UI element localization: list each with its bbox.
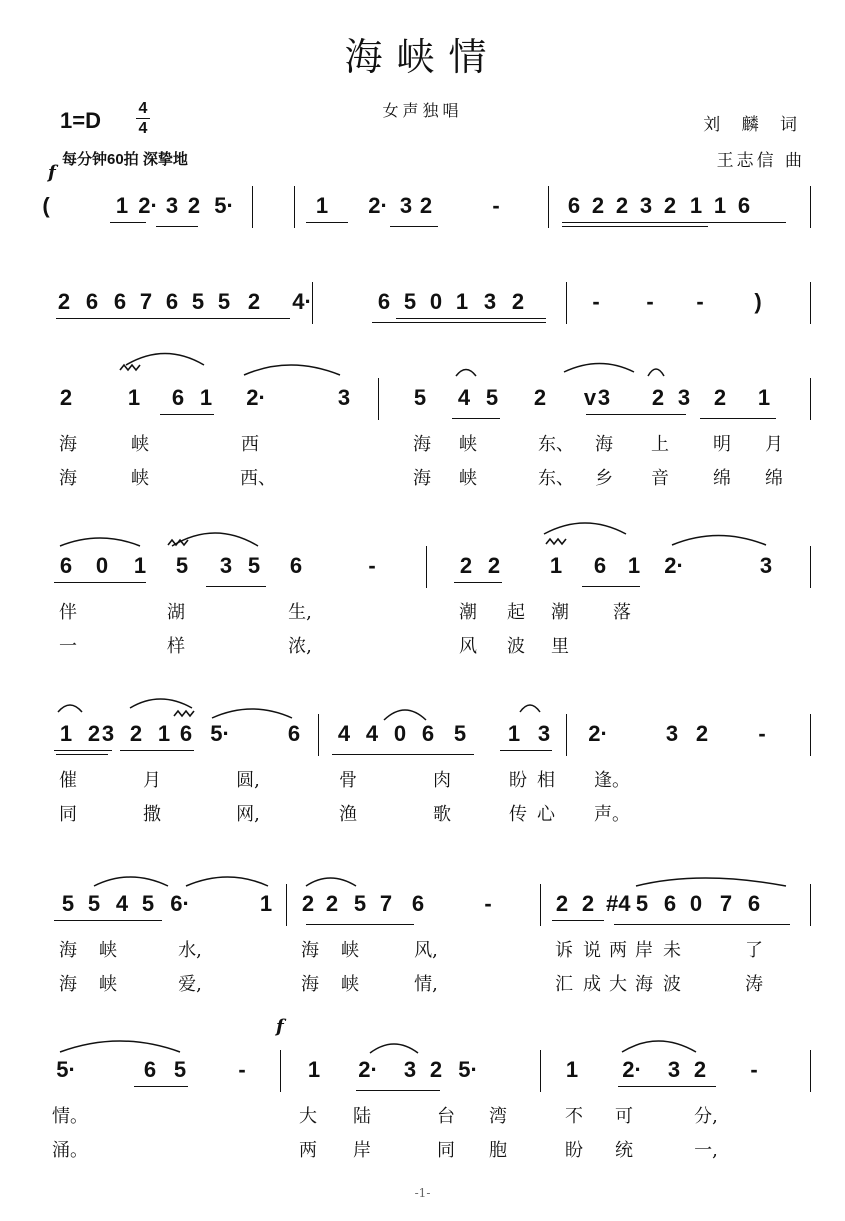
beam-underline [396, 318, 546, 319]
mordent-icon [546, 539, 566, 544]
note: 2 [57, 289, 71, 314]
note: 5 [87, 891, 101, 916]
lyric-verse-1: 潮 [551, 602, 569, 623]
sustain-dash: - [592, 289, 600, 314]
note: 5 [217, 289, 231, 314]
note: 0 [393, 721, 407, 746]
bar-line [810, 884, 811, 926]
note: 5 [191, 289, 205, 314]
note: 6 [411, 891, 425, 916]
note: 3 [399, 193, 413, 218]
note: 5 [403, 289, 417, 314]
note: 7 [139, 289, 153, 314]
beam-underline [356, 1090, 440, 1091]
note: 6 [421, 721, 435, 746]
slur [544, 523, 626, 534]
lyric-verse-1: 峡 [459, 434, 477, 455]
note: 1 [689, 193, 703, 218]
note: 1 [315, 193, 329, 218]
lyric-verse-2: 绵 [713, 468, 731, 489]
beam-underline [390, 226, 438, 227]
beam-underline [306, 924, 414, 925]
note: 2 [511, 289, 525, 314]
note: 4 [457, 385, 471, 410]
note: 5 [175, 553, 189, 578]
note: 3 [677, 385, 691, 410]
lyric-verse-2: 一 [59, 636, 77, 657]
note: 6 [85, 289, 99, 314]
note: 3 [537, 721, 551, 746]
lyric-verse-1: 潮 [459, 602, 477, 623]
lyric-verse-1: 大 [299, 1106, 317, 1127]
sustain-dash: - [368, 553, 376, 578]
note: 2 [429, 1057, 443, 1082]
lyric-verse-2: 海 [59, 468, 77, 489]
note: 6 [289, 553, 303, 578]
lyric-verse-1: 盼 [509, 770, 527, 791]
note: 2· [246, 385, 266, 410]
lyric-verse-1: 海 [595, 434, 613, 455]
bar-line [280, 1050, 281, 1092]
lyric-verse-1: 峡 [99, 940, 117, 961]
note: 5· [458, 1057, 478, 1082]
note: 6 [377, 289, 391, 314]
lyric-verse-2: 情, [414, 974, 438, 995]
lyric-verse-1: 月 [765, 434, 783, 455]
slur [564, 364, 634, 373]
bar-line [252, 186, 253, 228]
note: 2· [588, 721, 608, 746]
note: 6 [737, 193, 751, 218]
slur [622, 1041, 696, 1052]
note: 3 [597, 385, 611, 410]
note: 4 [115, 891, 129, 916]
beam-underline [120, 750, 194, 751]
lyric-verse-2: 海 [413, 468, 431, 489]
lyric-verse-2: 大 [609, 974, 627, 995]
note: 7 [379, 891, 393, 916]
bar-line [540, 884, 541, 926]
bar-line [294, 186, 295, 228]
beam-underline [56, 318, 290, 319]
note: #4 [606, 891, 631, 916]
note: 2 [325, 891, 339, 916]
note: 1 [115, 193, 129, 218]
note: 6 [113, 289, 127, 314]
lyric-verse-1: 湾 [489, 1106, 507, 1127]
note: 2· [664, 553, 684, 578]
note: 6 [747, 891, 761, 916]
beam-underline [56, 754, 108, 755]
note: 2· [622, 1057, 642, 1082]
note: 6 [567, 193, 581, 218]
lyric-verse-1: 东、 [538, 434, 574, 455]
beam-underline [552, 920, 604, 921]
note: 2 [581, 891, 595, 916]
lyric-verse-1: 海 [413, 434, 431, 455]
beam-underline [700, 418, 776, 419]
mordent-icon [168, 540, 188, 545]
performance-type: 女声独唱 [382, 101, 463, 120]
bar-line [426, 546, 427, 588]
time-bottom: 4 [138, 120, 148, 137]
note: 1 [133, 553, 147, 578]
lyric-verse-2: 撒 [143, 804, 161, 825]
note: 4 [337, 721, 351, 746]
note: 6 [663, 891, 677, 916]
lyric-verse-1: 逢。 [594, 770, 630, 791]
lyric-verse-1: 伴 [59, 602, 77, 623]
lyric-verse-2: 声。 [594, 804, 630, 825]
beam-underline [372, 322, 546, 323]
note: 5· [214, 193, 234, 218]
bar-line [566, 714, 567, 756]
slur [60, 1041, 180, 1052]
bar-line [810, 546, 811, 588]
beam-underline [454, 582, 502, 583]
slur [520, 705, 540, 712]
lyric-verse-1: 两 [609, 940, 627, 961]
sustain-dash: - [646, 289, 654, 314]
beam-underline [562, 226, 708, 227]
slur [244, 365, 340, 375]
sustain-dash: - [238, 1057, 246, 1082]
lyric-verse-1: 峡 [131, 434, 149, 455]
note: 5 [141, 891, 155, 916]
note: 2 [129, 721, 143, 746]
lyric-verse-1: 明 [713, 434, 731, 455]
lyric-verse-1: 情。 [52, 1106, 88, 1127]
sustain-dash: - [484, 891, 492, 916]
lyric-verse-2: 同 [437, 1140, 455, 1161]
slur [456, 370, 476, 377]
lyric-verse-1: 水, [178, 940, 202, 961]
note: 1 [59, 721, 73, 746]
lyric-verse-2: 汇 [555, 974, 573, 995]
lyric-verse-2: 风 [459, 636, 477, 657]
lyric-verse-2: 涌。 [52, 1140, 88, 1161]
note: 6 [179, 721, 193, 746]
note: 2 [247, 289, 261, 314]
lyric-verse-2: 传 [509, 804, 527, 825]
slur [60, 538, 140, 546]
lyric-verse-2: 涛 [745, 974, 763, 995]
lyric-verse-2: 歌 [433, 804, 451, 825]
note: 2 [59, 385, 73, 410]
lyric-verse-1: 岸 [635, 940, 653, 961]
sustain-dash: - [696, 289, 704, 314]
bar-line [810, 378, 811, 420]
tempo-marking: 每分钟60拍 深挚地 [62, 151, 188, 168]
note: 6 [593, 553, 607, 578]
bar-line [378, 378, 379, 420]
note: 3 [667, 1057, 681, 1082]
lyric-verse-2: 东、 [538, 468, 574, 489]
note: 2 [419, 193, 433, 218]
beam-underline [160, 414, 214, 415]
note: 2 [713, 385, 727, 410]
note: 2 [651, 385, 665, 410]
beam-underline [110, 222, 146, 223]
slur [306, 878, 356, 886]
lyric-verse-2: 样 [167, 636, 185, 657]
note: 6 [165, 289, 179, 314]
lyric-verse-1: 分, [694, 1106, 718, 1127]
lyric-verse-2: 乡 [595, 468, 613, 489]
lyric-verse-2: 海 [59, 974, 77, 995]
lyric-verse-1: 陆 [353, 1106, 371, 1127]
slur [636, 878, 786, 886]
song-title: 海峡情 [344, 35, 501, 79]
mordent-icon [120, 365, 140, 370]
note: 4· [292, 289, 312, 314]
lyric-verse-1: 肉 [433, 770, 451, 791]
lyric-verse-2: 盼 [565, 1140, 583, 1161]
lyric-verse-1: 台 [437, 1106, 455, 1127]
lyric-verse-2: 胞 [489, 1140, 507, 1161]
note: 3 [101, 721, 115, 746]
note: 6· [170, 891, 190, 916]
lyric-verse-2: 峡 [459, 468, 477, 489]
dynamic-forte: f [276, 1016, 284, 1037]
lyric-verse-1: 月 [143, 770, 161, 791]
page-number: -1- [414, 1186, 431, 1200]
lyric-verse-2: 波 [663, 974, 681, 995]
note: 5 [173, 1057, 187, 1082]
key-signature: 1=D [60, 108, 101, 133]
lyric-verse-1: 不 [565, 1106, 583, 1127]
note: 1 [157, 721, 171, 746]
note: 6 [59, 553, 73, 578]
beam-underline [54, 920, 162, 921]
bar-line [810, 282, 811, 324]
slur [58, 705, 82, 712]
beam-underline [562, 222, 786, 223]
lyric-verse-1: 西 [241, 434, 259, 455]
note: 2 [693, 1057, 707, 1082]
note: 5 [353, 891, 367, 916]
note: 5 [413, 385, 427, 410]
bar-line [810, 714, 811, 756]
composer-credit: 王志信 曲 [716, 151, 805, 171]
note: 2· [138, 193, 158, 218]
note: 1 [307, 1057, 321, 1082]
lyric-verse-2: 海 [635, 974, 653, 995]
bar-line [548, 186, 549, 228]
note: 1 [713, 193, 727, 218]
breath-mark: v [583, 385, 597, 410]
slur [672, 536, 766, 546]
lyric-verse-1: 催 [59, 770, 77, 791]
beam-underline [586, 414, 686, 415]
lyric-verse-1: 海 [301, 940, 319, 961]
beam-underline [614, 924, 790, 925]
note: 5 [247, 553, 261, 578]
bar-line [810, 186, 811, 228]
note: 5· [56, 1057, 76, 1082]
lyric-verse-2: 西、 [240, 468, 276, 489]
lyric-verse-2: 网, [236, 804, 260, 825]
note: 1 [565, 1057, 579, 1082]
note: 1 [199, 385, 213, 410]
lyric-verse-1: 圆, [236, 770, 260, 791]
note: 2 [663, 193, 677, 218]
lyric-verse-1: 诉 [555, 940, 573, 961]
note: 3 [759, 553, 773, 578]
time-top: 4 [138, 100, 148, 117]
note: 2 [615, 193, 629, 218]
time-signature [136, 100, 150, 137]
note: 2 [487, 553, 501, 578]
lyric-verse-2: 统 [615, 1140, 633, 1161]
lyric-verse-2: 成 [583, 974, 601, 995]
beam-underline [452, 418, 500, 419]
note: 1 [127, 385, 141, 410]
lyric-verse-2: 海 [301, 974, 319, 995]
lyric-verse-1: 海 [59, 940, 77, 961]
lyric-verse-2: 两 [299, 1140, 317, 1161]
lyric-verse-2: 音 [651, 468, 669, 489]
note: 2 [533, 385, 547, 410]
beam-underline [54, 750, 112, 751]
note: 1 [455, 289, 469, 314]
lyric-verse-1: 骨 [339, 770, 357, 791]
dynamic-forte: f [48, 162, 56, 183]
lyric-verse-1: 起 [507, 602, 525, 623]
slur [186, 877, 268, 886]
bar-line [318, 714, 319, 756]
sustain-dash: - [492, 193, 500, 218]
note: 2 [87, 721, 101, 746]
slur [94, 877, 168, 886]
lyric-verse-2: 渔 [339, 804, 357, 825]
note: 3 [337, 385, 351, 410]
bar-line [540, 1050, 541, 1092]
lyric-verse-2: 心 [537, 804, 555, 825]
bar-line [312, 282, 313, 324]
beam-underline [206, 586, 266, 587]
lyric-verse-1: 峡 [341, 940, 359, 961]
lyric-verse-1: 落 [613, 602, 631, 623]
slur [172, 533, 258, 546]
beam-underline [332, 754, 474, 755]
lyric-verse-1: 说 [583, 940, 601, 961]
note: 7 [719, 891, 733, 916]
note: 4 [365, 721, 379, 746]
beam-underline [618, 1086, 716, 1087]
note: 3 [165, 193, 179, 218]
note: 5 [635, 891, 649, 916]
beam-underline [134, 1086, 188, 1087]
slur [126, 354, 204, 366]
lyric-verse-1: 了 [745, 940, 763, 961]
lyric-verse-1: 上 [651, 434, 669, 455]
note: 6 [171, 385, 185, 410]
note: 5 [61, 891, 75, 916]
lyric-verse-2: 浓, [288, 636, 312, 657]
note: 3 [665, 721, 679, 746]
beam-underline [54, 582, 146, 583]
lyric-verse-2: 同 [59, 804, 77, 825]
note: 2 [187, 193, 201, 218]
lyric-verse-2: 里 [551, 636, 569, 657]
note: 2· [368, 193, 388, 218]
beam-underline [582, 586, 640, 587]
lyric-verse-1: 湖 [167, 602, 185, 623]
bar-line [566, 282, 567, 324]
note: 3 [403, 1057, 417, 1082]
lyric-verse-1: 可 [615, 1106, 633, 1127]
note: 2 [459, 553, 473, 578]
lyric-verse-2: 峡 [99, 974, 117, 995]
slur [212, 709, 292, 718]
note: 0 [429, 289, 443, 314]
note: 2 [591, 193, 605, 218]
note: 2 [695, 721, 709, 746]
lyric-verse-2: 峡 [341, 974, 359, 995]
lyric-verse-1: 相 [537, 770, 555, 791]
note: 3 [483, 289, 497, 314]
note: 6 [287, 721, 301, 746]
note: 6 [143, 1057, 157, 1082]
note: 1 [757, 385, 771, 410]
lyric-verse-1: 海 [59, 434, 77, 455]
slur [648, 369, 664, 376]
note: 3 [639, 193, 653, 218]
lyric-verse-1: 生, [288, 602, 312, 623]
bracket: ) [754, 289, 762, 314]
slur [370, 1044, 418, 1053]
note: 0 [689, 891, 703, 916]
lyric-verse-2: 爱, [178, 974, 202, 995]
lyric-verse-2: 岸 [353, 1140, 371, 1161]
mordent-icon [174, 711, 194, 716]
note: 3 [219, 553, 233, 578]
note: 2· [358, 1057, 378, 1082]
bar-line [810, 1050, 811, 1092]
lyricist-credit: 刘 麟 词 [703, 115, 805, 135]
note: 5 [453, 721, 467, 746]
note: 2 [555, 891, 569, 916]
bracket: ( [42, 193, 50, 218]
note: 5· [210, 721, 230, 746]
slur [130, 699, 192, 708]
lyric-verse-1: 未 [663, 940, 681, 961]
lyric-verse-2: 绵 [765, 468, 783, 489]
slur [384, 710, 426, 720]
bar-line [286, 884, 287, 926]
sustain-dash: - [758, 721, 766, 746]
lyric-verse-2: 一, [694, 1140, 718, 1161]
note: 2 [301, 891, 315, 916]
sustain-dash: - [750, 1057, 758, 1082]
note: 0 [95, 553, 109, 578]
note: 1 [507, 721, 521, 746]
lyric-verse-2: 峡 [131, 468, 149, 489]
beam-underline [156, 226, 198, 227]
note: 5 [485, 385, 499, 410]
beam-underline [306, 222, 348, 223]
beam-underline [500, 750, 552, 751]
note: 1 [549, 553, 563, 578]
lyric-verse-1: 风, [414, 940, 438, 961]
note: 1 [259, 891, 273, 916]
lyric-verse-2: 波 [507, 636, 525, 657]
note: 1 [627, 553, 641, 578]
